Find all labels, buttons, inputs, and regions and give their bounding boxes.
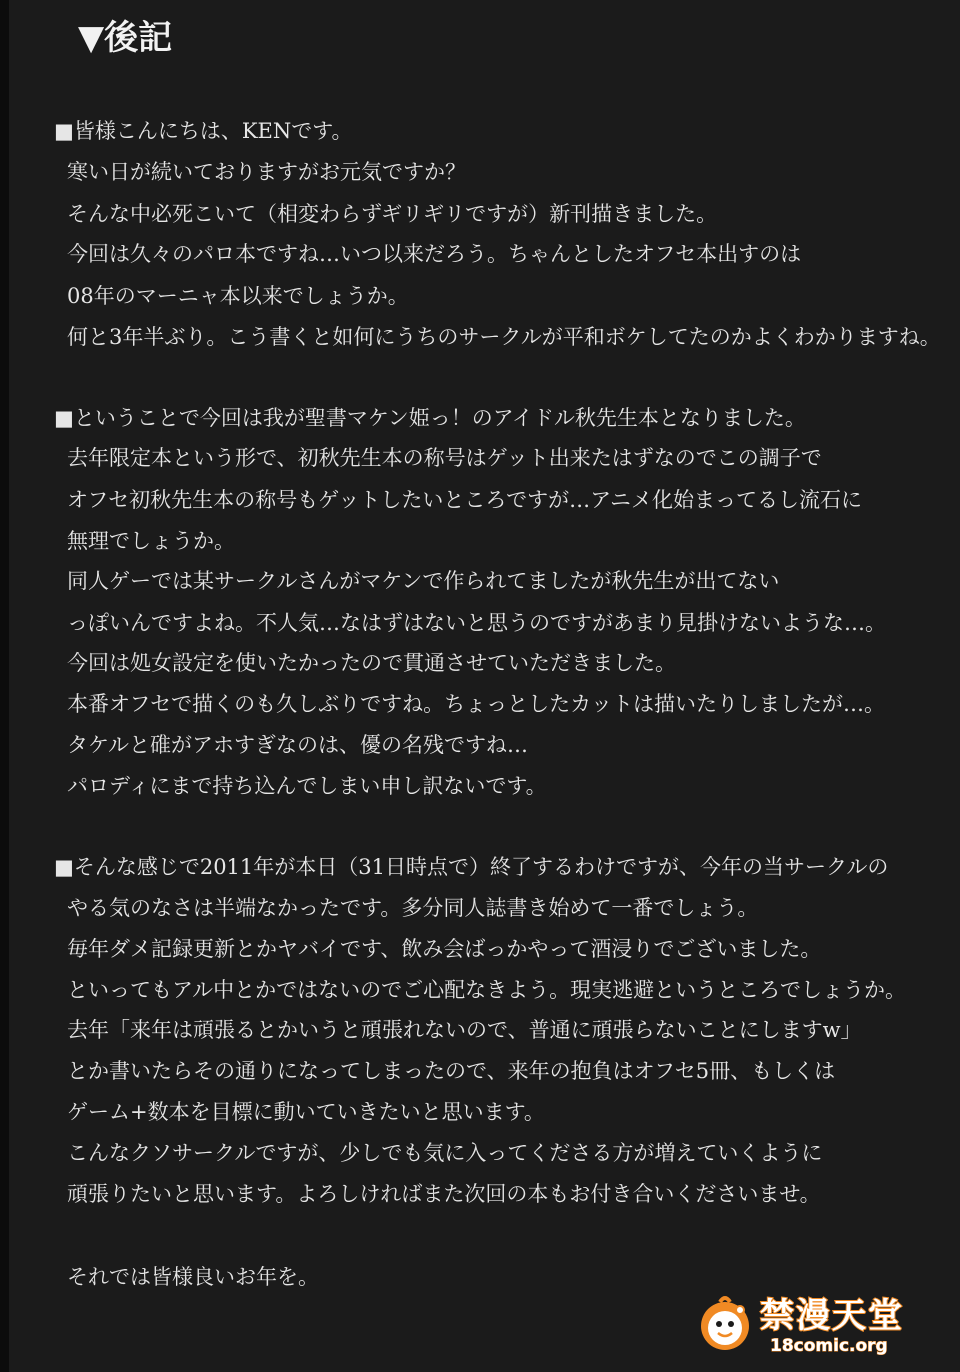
text-line: 08年のマーニャ本以来でしょうか。 xyxy=(67,284,409,308)
text-line: ■皆様こんにちは、KENです。 xyxy=(54,119,353,143)
text-line: とか書いたらその通りになってしまったので、来年の抱負はオフセ5冊、もしくは xyxy=(67,1059,836,1083)
text-line: 今回は処女設定を使いたかったので貫通させていただきました。 xyxy=(67,651,676,675)
text-line: 寒い日が続いておりますがお元気ですか？ xyxy=(67,160,466,184)
text-line: ■そんな感じで2011年が本日（31日時点で）終了するわけですが、今年の当サークルの xyxy=(54,855,889,879)
text-line: それでは皆様良いお年を。 xyxy=(67,1265,319,1289)
page-binding-edge xyxy=(0,0,9,1372)
text-line: ■ということで今回は我が聖書マケン姫っ！のアイドル秋先生本となりました。 xyxy=(54,406,806,430)
text-line: やる気のなさは半端なかったです。多分同人誌書き始めて一番でしょう。 xyxy=(67,896,759,920)
text-line: 同人ゲーでは某サークルさんがマケンで作られてましたが秋先生が出てない xyxy=(67,569,780,593)
text-line: 頑張りたいと思います。よろしければまた次回の本もお付き合いくださいませ。 xyxy=(67,1182,821,1206)
text-line: 本番オフセで描くのも久しぶりですね。ちょっとしたカットは描いたりしましたが…。 xyxy=(67,692,885,716)
text-line: 去年「来年は頑張るとかいうと頑張れないので、普通に頑張らないことにしますw」 xyxy=(67,1018,862,1042)
text-line: パロディにまで持ち込んでしまい申し訳ないです。 xyxy=(67,774,547,798)
text-line: こんなクソサークルですが、少しでも気に入ってくださる方が増えていくように xyxy=(67,1141,823,1165)
text-line: オフセ初秋先生本の称号もゲットしたいところですが…アニメ化始まってるし流石に xyxy=(67,488,863,512)
text-line: タケルと碓がアホすぎなのは、優の名残ですね… xyxy=(67,733,528,757)
text-line: といってもアル中とかではないのでご心配なきよう。現実逃避というところでしょうか。 xyxy=(67,978,906,1002)
watermark-text: 禁漫天堂 xyxy=(760,1296,904,1336)
page-title: ▼後記 xyxy=(78,18,173,58)
text-line: 毎年ダメ記録更新とかヤバイです、飲み会ばっかやって酒浸りでございました。 xyxy=(67,937,822,961)
text-line: そんな中必死こいて（相変わらずギリギリですが）新刊描きました。 xyxy=(67,202,718,226)
mascot-logo-icon xyxy=(694,1292,756,1354)
text-line: 無理でしょうか。 xyxy=(67,529,235,553)
watermark-url: 18comic.org xyxy=(770,1336,888,1356)
text-line: 今回は久々のパロ本ですね…いつ以来だろう。ちゃんとしたオフセ本出すのは xyxy=(67,242,802,266)
watermark xyxy=(694,1286,924,1366)
text-line: 何と3年半ぶり。こう書くと如何にうちのサークルが平和ボケしてたのかよくわかりますね。 xyxy=(67,325,941,349)
text-line: っぽいんですよね。不人気…なはずはないと思うのですがあまり見掛けないような…。 xyxy=(67,611,886,635)
text-line: 去年限定本という形で、初秋先生本の称号はゲット出来たはずなのでこの調子で xyxy=(67,446,822,470)
text-line: ゲーム+数本を目標に動いていきたいと思います。 xyxy=(67,1100,545,1124)
